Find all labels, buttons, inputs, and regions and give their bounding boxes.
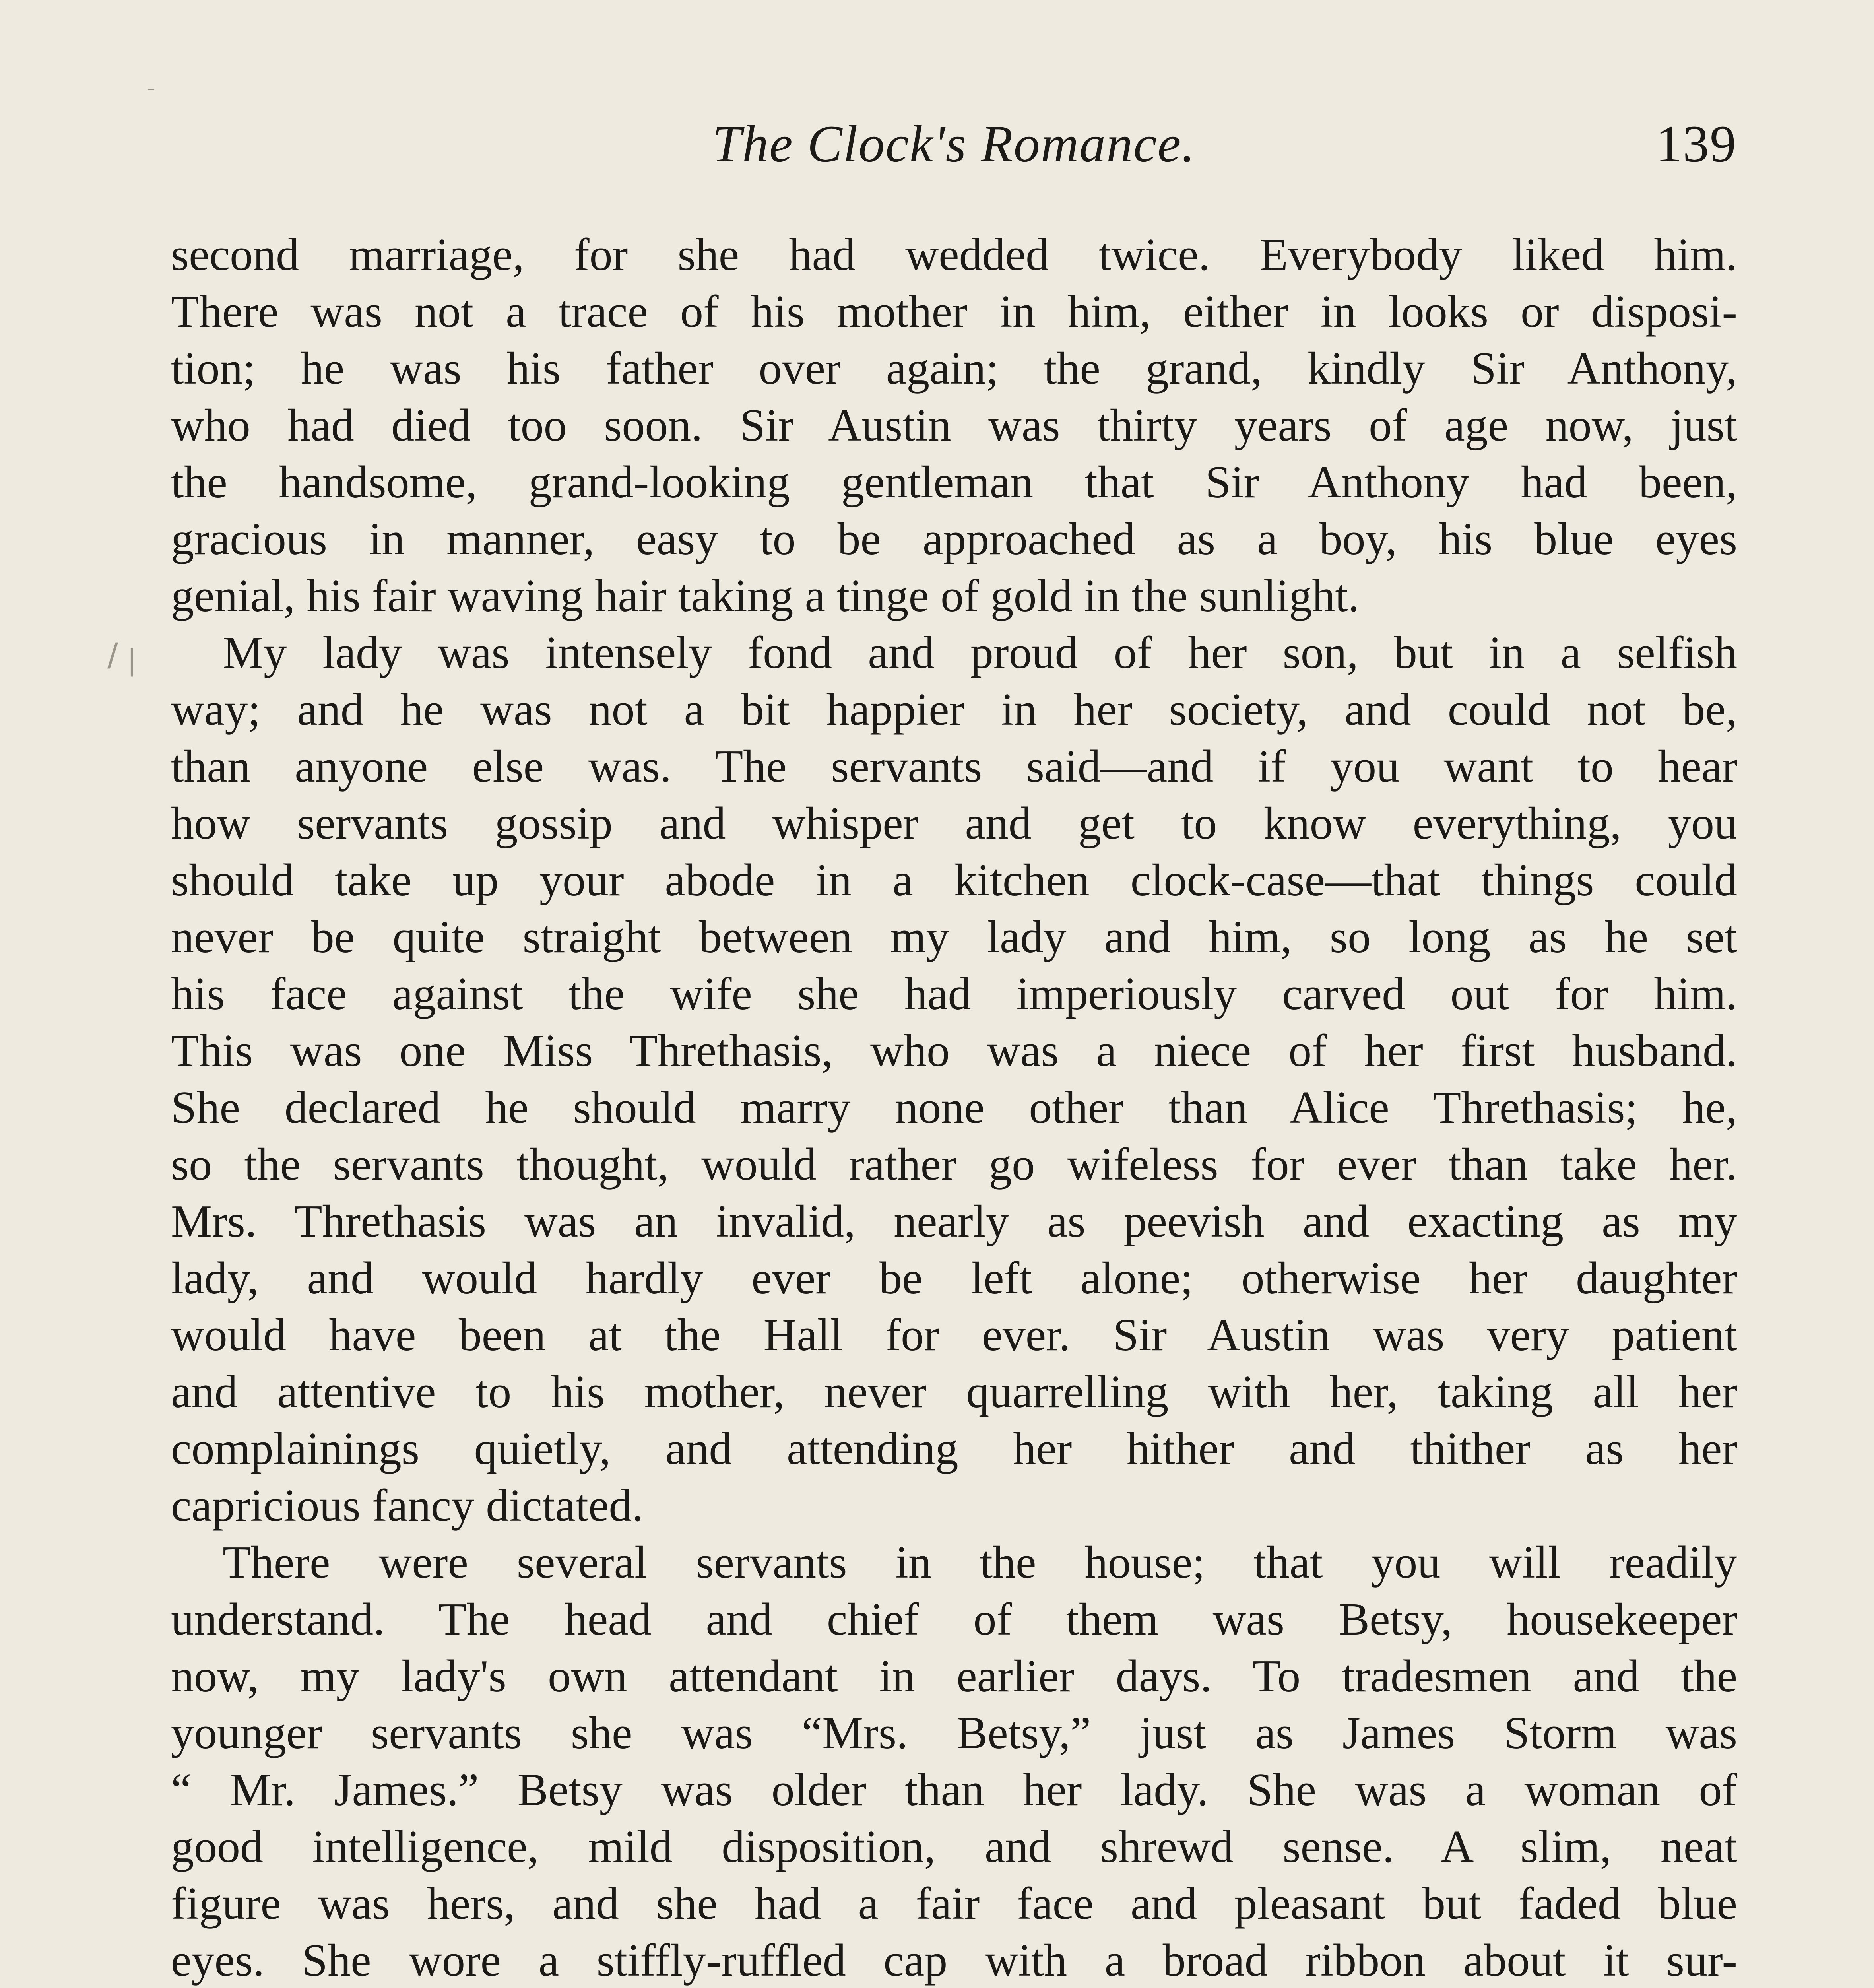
text-line: so the servants thought, would rather go wifeless for ever than take her. [171,1139,1737,1190]
text-line: complainings quietly, and attending her hither and thither as her [171,1423,1737,1474]
margin-mark: ∕ [107,636,118,673]
margin-mark: – [147,80,155,98]
text-line: never be quite straight between my lady and him, so long as he set [171,912,1737,963]
text-line: lady, and would hardly ever be left alone; otherwise her daughter [171,1253,1737,1304]
text-line: genial, his fair waving hair taking a tinge of gold in the sunlight. [171,571,1360,621]
page-number: 139 [1656,115,1737,173]
text-line: She declared he should marry none other than Alice Threthasis; he, [171,1082,1737,1133]
text-line: who had died too soon. Sir Austin was thirty years of age now, just [171,400,1737,451]
text-line: now, my lady's own attendant in earlier days. To tradesmen and the [171,1651,1737,1702]
page-header [171,101,1737,181]
text-body [171,227,1737,1988]
text-line: There were several servants in the house; that you will readily [223,1537,1737,1588]
text-line: way; and he was not a bit happier in her society, and could not be, [171,684,1737,735]
text-line: There was not a trace of his mother in him, either in looks or disposi- [171,286,1737,337]
text-line: eyes. She wore a stiffly-ruffled cap with a broad ribbon about it sur- [171,1935,1737,1986]
text-line: should take up your abode in a kitchen clock-case—that things could [171,855,1737,906]
text-line: gracious in manner, easy to be approached as a boy, his blue eyes [171,514,1737,565]
text-line: understand. The head and chief of them was Betsy, housekeeper [171,1594,1737,1645]
text-line: and attentive to his mother, never quarrelling with her, taking all her [171,1367,1737,1417]
text-line: than anyone else was. The servants said—and if you want to hear [171,741,1737,792]
text-line: Mrs. Threthasis was an invalid, nearly as peevish and exacting as my [171,1196,1737,1247]
text-line: second marriage, for she had wedded twice. Everybody liked him. [171,229,1737,280]
text-line: This was one Miss Threthasis, who was a niece of her first husband. [171,1025,1737,1076]
text-line: younger servants she was “Mrs. Betsy,” just as James Storm was [171,1708,1737,1759]
text-line: his face against the wife she had imperiously carved out for him. [171,969,1737,1019]
text-line: figure was hers, and she had a fair face and pleasant but faded blue [171,1878,1737,1929]
text-line: how servants gossip and whisper and get to know everything, you [171,798,1737,849]
text-line: would have been at the Hall for ever. Sir Austin was very patient [171,1310,1737,1361]
text-line: good intelligence, mild disposition, and shrewd sense. A slim, neat [171,1821,1737,1872]
text-line: My lady was intensely fond and proud of her son, but in a selfish [223,627,1737,678]
margin-mark: | [127,644,137,677]
running-title: The Clock's Romance. [712,115,1196,173]
text-line: tion; he was his father over again; the grand, kindly Sir Anthony, [171,343,1737,394]
text-line: “ Mr. James.” Betsy was older than her lady. She was a woman of [171,1765,1737,1815]
text-line: capricious fancy dictated. [171,1480,644,1531]
text-line: the handsome, grand-looking gentleman that Sir Anthony had been, [171,457,1737,508]
